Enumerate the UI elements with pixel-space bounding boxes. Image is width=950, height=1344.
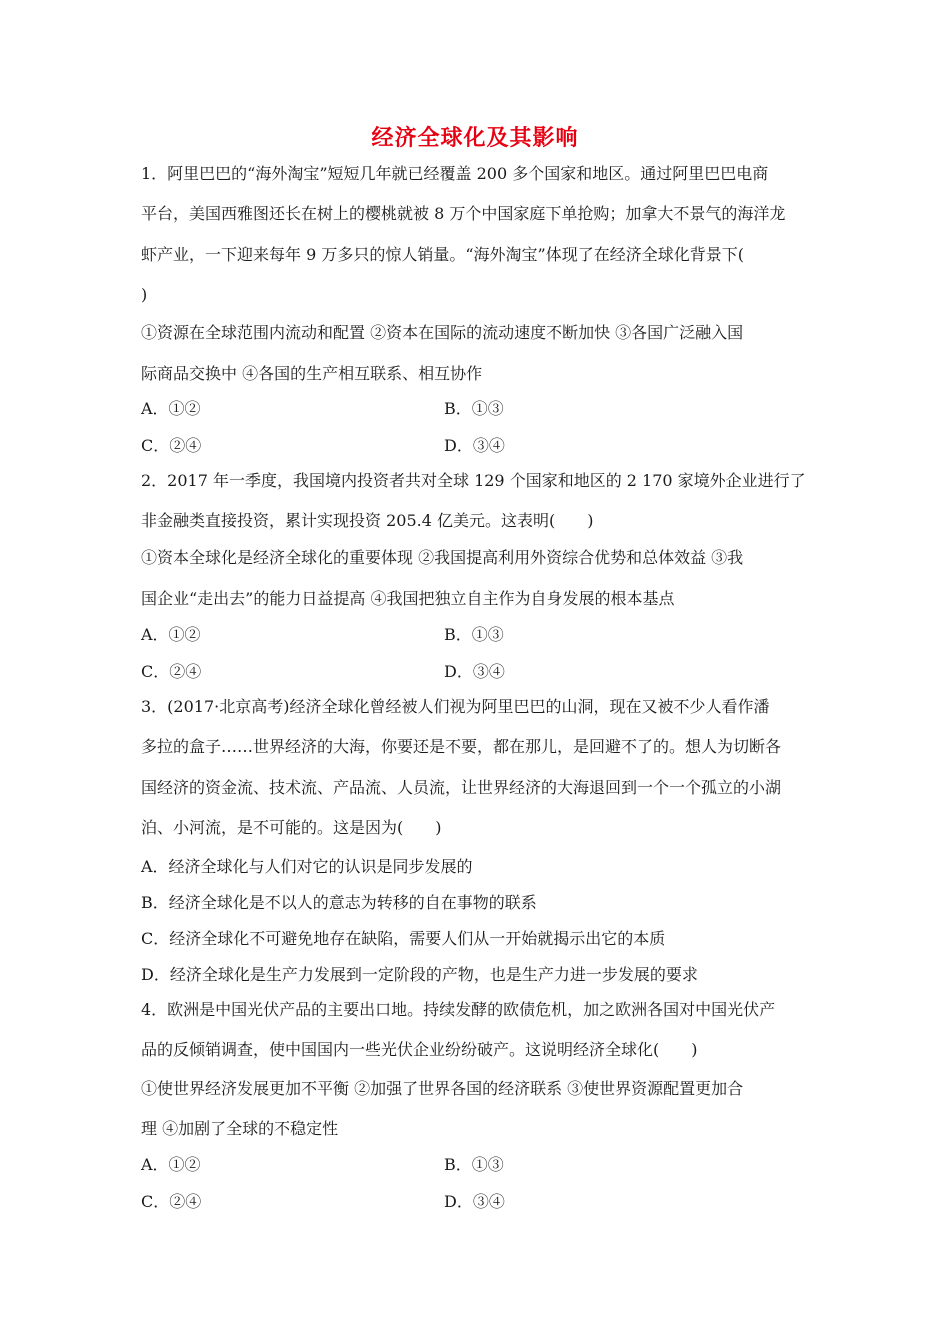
- q1-option-b: B．①③: [444, 399, 504, 418]
- q4-option-a: A．①②: [141, 1155, 201, 1174]
- q3-line-1: 3．(2017·北京高考)经济全球化曾经被人们视为阿里巴巴的山洞，现在又被不少人看作潘: [141, 697, 770, 716]
- q3-line-4: 泊、小河流，是不可能的。这是因为( ): [141, 818, 442, 837]
- q2-line-1: 2．2017 年一季度，我国境内投资者共对全球 129 个国家和地区的 2 170 家境外企业进行了: [141, 471, 806, 490]
- q4-option-d: D．③④: [444, 1192, 505, 1211]
- q3-option-b: B．经济全球化是不以人的意志为转移的自在事物的联系: [141, 893, 537, 912]
- q1-option-d: D．③④: [444, 436, 505, 455]
- q4-option-c: C．②④: [141, 1192, 202, 1211]
- q1-line-6: 际商品交换中 ④各国的生产相互联系、相互协作: [141, 364, 483, 383]
- page-title: 经济全球化及其影响: [371, 126, 579, 151]
- q1-line-2: 平台，美国西雅图还长在树上的樱桃就被 8 万个中国家庭下单抢购；加拿大不景气的海洋龙: [141, 204, 786, 223]
- q3-option-c: C．经济全球化不可避免地存在缺陷，需要人们从一开始就揭示出它的本质: [141, 929, 666, 948]
- q2-option-d: D．③④: [444, 662, 505, 681]
- q4-line-2: 品的反倾销调查，使中国国内一些光伏企业纷纷破产。这说明经济全球化( ): [141, 1040, 698, 1059]
- q1-line-1: 1．阿里巴巴的“海外淘宝”短短几年就已经覆盖 200 多个国家和地区。通过阿里巴巴电商: [141, 164, 769, 183]
- q2-option-b: B．①③: [444, 625, 504, 644]
- q4-line-4: 理 ④加剧了全球的不稳定性: [141, 1119, 339, 1138]
- q2-line-3: ①资本全球化是经济全球化的重要体现 ②我国提高利用外资综合优势和总体效益 ③我: [141, 548, 744, 567]
- q1-line-3: 虾产业，一下迎来每年 9 万多只的惊人销量。“海外淘宝”体现了在经济全球化背景下(: [141, 245, 744, 264]
- q3-line-2: 多拉的盒子……世界经济的大海，你要还是不要，都在那儿，是回避不了的。想人为切断各: [141, 737, 782, 756]
- q1-option-c: C．②④: [141, 436, 202, 455]
- q2-option-c: C．②④: [141, 662, 202, 681]
- q1-option-a: A．①②: [141, 399, 201, 418]
- q2-line-2: 非金融类直接投资，累计实现投资 205.4 亿美元。这表明( ): [141, 511, 594, 530]
- q3-option-a: A．经济全球化与人们对它的认识是同步发展的: [141, 857, 473, 876]
- q1-line-5: ①资源在全球范围内流动和配置 ②资本在国际的流动速度不断加快 ③各国广泛融入国: [141, 323, 744, 342]
- q3-line-3: 国经济的资金流、技术流、产品流、人员流，让世界经济的大海退回到一个一个孤立的小湖: [141, 778, 782, 797]
- q4-option-b: B．①③: [444, 1155, 504, 1174]
- q3-option-d: D．经济全球化是生产力发展到一定阶段的产物，也是生产力进一步发展的要求: [141, 965, 698, 984]
- q2-line-4: 国企业“走出去”的能力日益提高 ④我国把独立自主作为自身发展的根本基点: [141, 589, 675, 608]
- q4-line-3: ①使世界经济发展更加不平衡 ②加强了世界各国的经济联系 ③使世界资源配置更加合: [141, 1079, 744, 1098]
- q4-line-1: 4．欧洲是中国光伏产品的主要出口地。持续发酵的欧债危机，加之欧洲各国对中国光伏产: [141, 1000, 776, 1019]
- q2-option-a: A．①②: [141, 625, 201, 644]
- q1-line-4: ): [141, 285, 148, 304]
